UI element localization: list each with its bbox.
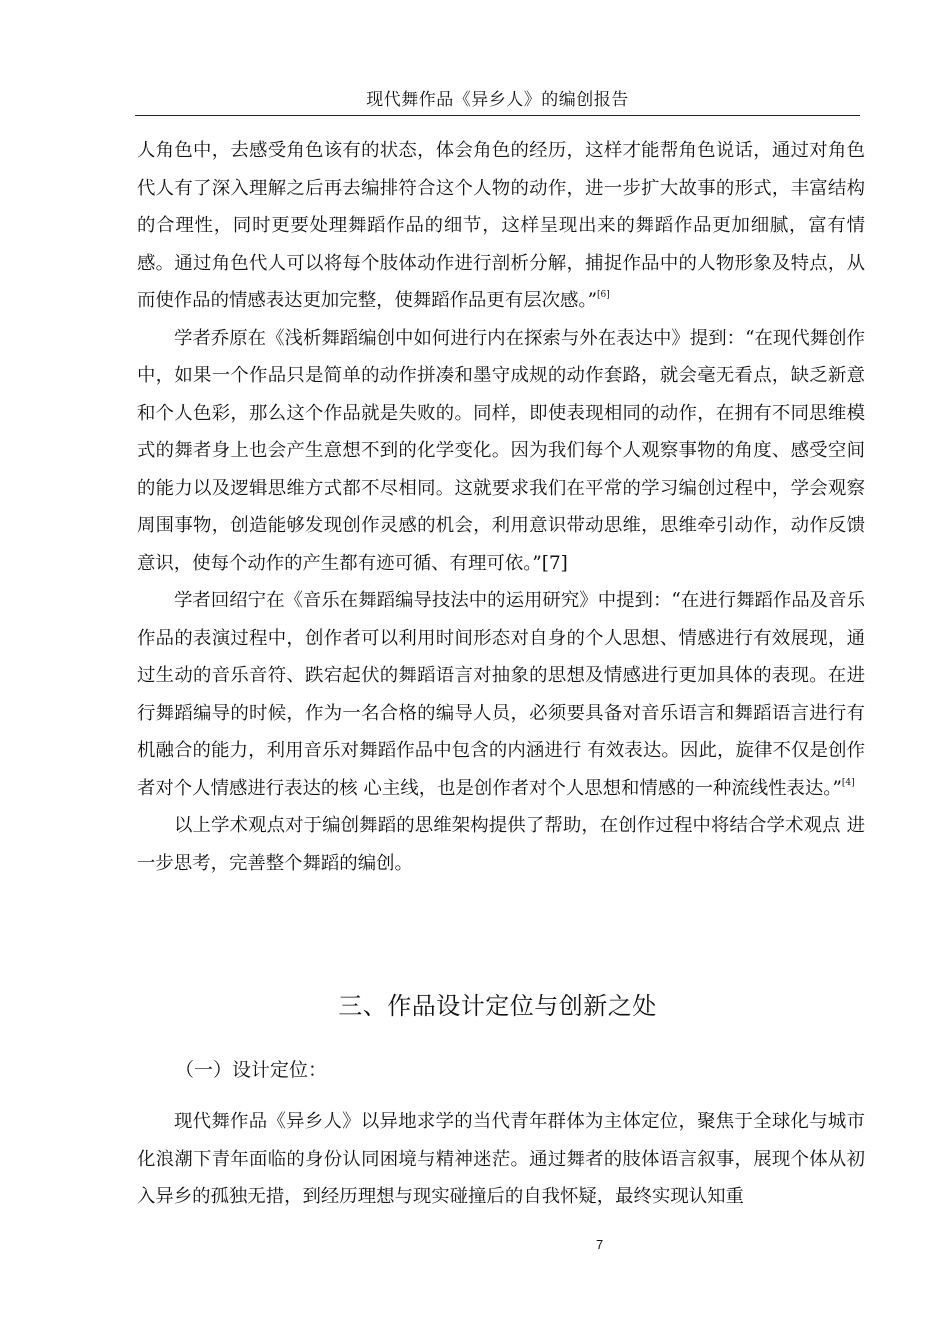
section-heading: 三、作品设计定位与创新之处 xyxy=(338,992,657,1020)
running-header: 现代舞作品《异乡人》的编创报告 xyxy=(366,90,629,110)
subsection-heading: （一）设计定位： xyxy=(175,1059,328,1081)
paragraph-continuation xyxy=(137,132,865,320)
page-number: 7 xyxy=(596,1237,604,1252)
paragraph-text: 人角色中，去感受角色该有的状态，体会角色的经历，这样才能帮角色说话，通过对角色代人有了深入理解之后再去编排符合这个人物的动作，进一步扩大故事的形式，丰富结构的合理性，同时更要处理舞蹈作品的细节，这样呈现出来的舞蹈作品更加细腻，富有情感。通过角色代人可以将每个肢体动作进行剖析分解，捕捉作品中的人物形象及特点，从而使作品的情感表达更加完整，使舞蹈作品更有层次感。” xyxy=(137,140,865,311)
paragraph-design-positioning: 现代舞作品《异乡人》以异地求学的当代青年群体为主体定位，聚焦于全球化与城市化浪潮下青年面临的身份认同困境与精神迷茫。通过舞者的肢体语言叙事，展现个体从初入异乡的孤独无措，到经历理想与现实碰撞后的自我怀疑，最终实现认知重 xyxy=(137,1111,865,1207)
paragraph-qiao-yuan: 学者乔原在《浅析舞蹈编创中如何进行内在探索与外在表达中》提到：“在现代舞创作中，如果一个作品只是简单的动作拼凑和墨守成规的动作套路，就会毫无看点，缺乏新意和个人色彩，那么这个作品就是失败的。同样，即使表现相同的动作，在拥有不同思维模式的舞者身上也会产生意想不到的化学变化。因为我们每个人观察事物的角度、感受空间的能力以及逻辑思维方式都不尽相同。这就要求我们在平常的学习编创过程中，学会观察周围事物，创造能够发现创作灵感的机会，利用意识带动思维，思维牵引动作，动作反馈意识，使每个动作的产生都有迹可循、有理可依。”[7] xyxy=(137,327,865,574)
citation: [4] xyxy=(841,777,855,788)
paragraph-summary: 以上学术观点对于编创舞蹈的思维架构提供了帮助，在创作过程中将结合学术观点 进一步思考，完善整个舞蹈的编创。 xyxy=(137,815,865,874)
paragraph-text: 学者回绍宁在《音乐在舞蹈编导技法中的运用研究》中提到：“在进行舞蹈作品及音乐作品的表演过程中，创作者可以利用时间形态对自身的个人思想、情感进行有效展现，通过生动的音乐音符、跌宕起伏的舞蹈语言对抽象的思想及情感进行更加具体的表现。在进行舞蹈编导的时候，作为一名合格的编导人员，必须要具备对音乐语言和舞蹈语言进行有机融合的能力，利用音乐对舞蹈作品中包含的内涵进行 有效表达。因此，旋律不仅是创作者对个人情感进行表达的核 心主线，也是创作者对个人思想和情感的一种流线性表达。” xyxy=(137,590,865,799)
paragraph-hui-shaoning xyxy=(137,582,865,807)
citation: [6] xyxy=(596,290,610,300)
body-text xyxy=(137,132,865,882)
body-text-section xyxy=(137,1103,865,1216)
header-divider xyxy=(135,115,860,116)
